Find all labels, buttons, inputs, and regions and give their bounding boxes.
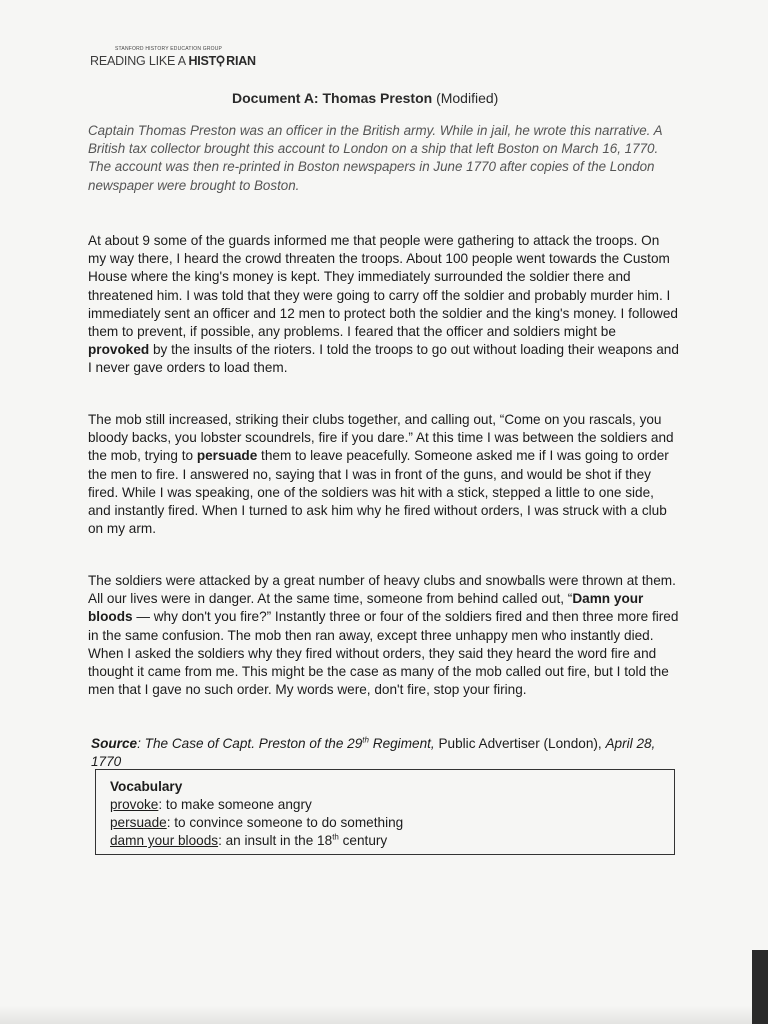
vocab-item [110,814,674,832]
vocab-definition-sup: th [332,832,339,842]
source-title-b: Regiment, [368,736,435,751]
magnifier-o-icon [216,55,226,67]
source-colon: : [137,736,145,751]
paragraph-3-text-a: The soldiers were attacked by a great number of heavy clubs and snowballs were thrown at them. All our lives were in danger. At the same time, someone from behind called out, “ [88,573,676,607]
vocab-term: damn your bloods [110,833,219,848]
scan-bottom-edge [0,1006,768,1024]
logo-organization-text: STANFORD HISTORY EDUCATION GROUP [115,46,223,52]
source-title-sup: th [362,735,369,745]
body-paragraph-3 [88,572,680,699]
scan-corner-shadow [752,950,768,1024]
paragraph-3-text-b: — why don't you fire?” Instantly three or four of the soldiers fired and then three more fired in the same confusion. The mob then ran away, except three unhappy men who instantly died. When I asked the soldiers why they fired without orders, they said they heard the word fire and thought it came from me. This might be the case as many of the mob called out fire, but I told the men that I gave no such order. My words were, don't fire, stop your firing. [88,609,679,698]
source-citation [91,735,671,771]
logo-wordmark [90,54,290,68]
vocab-definition: : to convince someone to do something [166,815,404,830]
vocab-definition-tail: century [338,833,388,848]
document-title [232,90,498,106]
source-label: Source [91,736,138,751]
body-paragraph-1 [88,232,680,378]
source-publication: Public Advertiser (London), [434,736,606,751]
body-paragraph-2 [88,411,680,538]
logo-text-c: RIAN [226,54,256,68]
vocabulary-heading: Vocabulary [110,779,183,794]
vocab-term: persuade [110,815,167,830]
paragraph-1-text-a: At about 9 some of the guards informed me that people were gathering to attack the troops. On my way there, I heard the crowd threaten the troops. About 100 people went towards the Custom House where the king's money is kept. They immediately surrounded the soldier there and threatened him. I was told that they were going to carry off the soldier and probably murder him. I immediately sent an officer and 12 men to protect both the soldier and the king's money. I followed them to prevent, if possible, any problems. I feared that the officer and soldiers might be [88,233,678,340]
logo-text-b: HIST [188,54,217,68]
vocab-item [110,796,674,814]
paragraph-2-text-a: The mob still increased, striking their clubs together, and calling out, “Come on you rascals, you bloody backs, you lobster scoundrels, fire if you dare.” At this time I was between the soldiers and the mob, trying to [88,412,674,464]
source-date: April 28, 1770 [91,736,656,769]
vocab-word-persuade: persuade [196,448,258,464]
document-title-text: Document A: Thomas Preston [232,90,433,106]
vocab-word-provoked: provoked [88,342,150,358]
paragraph-2-text-b: them to leave peacefully. Someone asked me if I was going to order the men to fire. I answered no, saying that I was in front of the guns, and would be shot if they fired. While I was speaking, one of the soldiers was hit with a stick, stepped a little to one side, and instantly fired. When I turned to ask him why he fired without orders, I was struck with a club on my arm. [88,448,669,537]
paragraph-1-text-b: by the insults of the rioters. I told the troops to go out without loading their weapons and I never gave orders to load them. [88,342,679,376]
document-title-suffix: (Modified) [436,90,499,106]
vocabulary-box [95,769,675,855]
vocab-term: provoke [110,797,159,812]
intro-paragraph: Captain Thomas Preston was an officer in the British army. While in jail, he wrote this narrative. A British tax collector brought this account to London on a ship that left Boston on March 16, 1770. The account was then re-printed in Boston newspapers in June 1770 after copies of the London newspaper were brought to Boston. [88,123,663,193]
reading-like-a-historian-logo [90,46,290,68]
logo-text-a: READING LIKE A [90,54,189,68]
vocab-definition: : an insult in the 18 [218,833,333,848]
vocab-item [110,832,674,850]
vocab-word-damn-your-bloods: Damn your bloods [88,591,644,625]
vocab-definition: : to make someone angry [158,797,312,812]
source-title-a: The Case of Capt. Preston of the 29 [144,736,363,751]
